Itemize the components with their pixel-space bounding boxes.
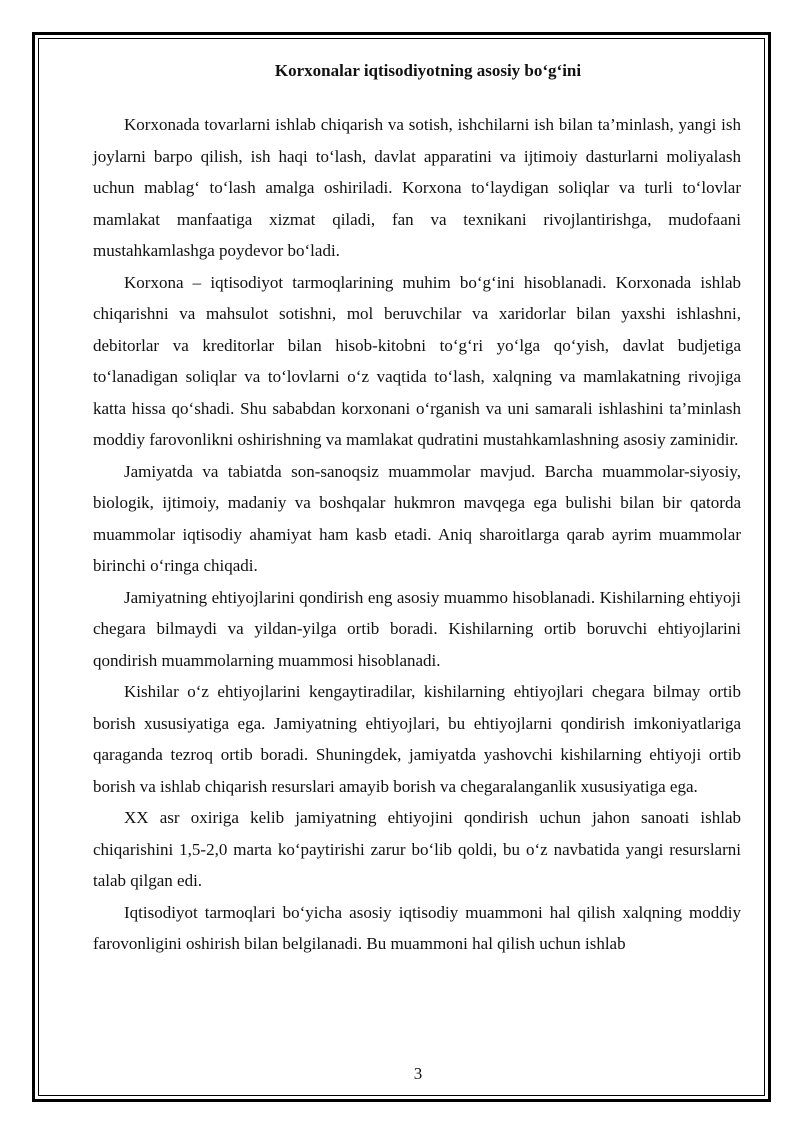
paragraph-3: Jamiyatda va tabiatda son-sanoqsiz muammolar mavjud. Barcha muammolar-siyosiy, biologik, ijtimoiy, madaniy va boshqalar hukmron mavqega ega bulishi bilan bir qatorda muammolar iqtisodiy ahamiyat ham kasb etadi. Aniq sharoitlarga qarab ayrim muammolar birinchi o‘ringa chiqadi.	[93, 461, 741, 575]
paragraph-2: Korxona – iqtisodiyot tarmoqlarining muhim bo‘g‘ini hisoblanadi. Korxonada ishlab chiqarishni va mahsulot sotishni, mol beruvchilar va xaridorlar bilan yaxshi ishlashni, debitorlar va kreditorlar bilan hisob-kitobni to‘g‘ri yo‘lga qo‘yish, davlat budjetiga to‘lanadigan soliqlar va to‘lovlarni o‘z vaqtida to‘lash, xalqning va mamlakatning rivojiga katta hissa qo‘shadi. Shu sababdan korxonani o‘rganish va uni samarali ishlashini ta’minlash moddiy farovonlikni oshirishning va mamlakat qudratini mustahkamlashning asosiy zaminidir.	[93, 272, 741, 449]
paragraph-6: XX asr oxiriga kelib jamiyatning ehtiyojini qondirish uchun jahon sanoati ishlab chiqarishini 1,5-2,0 marta ko‘paytirishi zarur bo‘lib qoldi, bu o‘z navbatida yangi resurslarni talab qilgan edi.	[93, 808, 741, 890]
paragraph-5: Kishilar o‘z ehtiyojlarini kengaytiradilar, kishilarning ehtiyojlari chegara bilmay ortib borish xususiyatiga ega. Jamiyatning ehtiyojlari, bu ehtiyojlarni qondirish imkoniyatlariga qaraganda tezroq ortib boradi. Shuningdek, jamiyatda yashovchi kishilarning ehtiyoji ortib borish va ishlab chiqarish resurslari amayib borish va chegaralanganlik xususiyatiga ega.	[93, 682, 741, 796]
paragraph-4: Jamiyatning ehtiyojlarini qondirish eng asosiy muammo hisoblanadi. Kishilarning ehtiyoji chegara bilmaydi va yildan-yilga ortib boradi. Kishilarning ortib boruvchi ehtiyojlarini qondirish muammolarning muammosi hisoblanadi.	[93, 587, 741, 670]
page-number: 3	[413, 1064, 423, 1083]
document-title: Korxonalar iqtisodiyotning asosiy bo‘g‘ini	[274, 61, 582, 80]
paragraph-7: Iqtisodiyot tarmoqlari bo‘yicha asosiy iqtisodiy muammoni hal qilish xalqning moddiy farovonligini oshirish bilan belgilanadi. Bu muammoni hal qilish uchun ishlab	[93, 902, 741, 953]
paragraph-1: Korxonada tovarlarni ishlab chiqarish va sotish, ishchilarni ish bilan ta’minlash, yangi ish joylarni barpo qilish, ish haqi to‘lash, davlat apparatini va ijtimoiy dasturlarni moliyalash uchun mablag‘ to‘lash amalga oshiriladi. Korxona to‘laydigan soliqlar va turli to‘lovlar mamlakat manfaatiga xizmat qiladi, fan va texnikani rivojlantirishga, mudofaani mustahkamlashga poydevor bo‘ladi.	[93, 115, 741, 260]
document-body	[93, 56, 741, 960]
